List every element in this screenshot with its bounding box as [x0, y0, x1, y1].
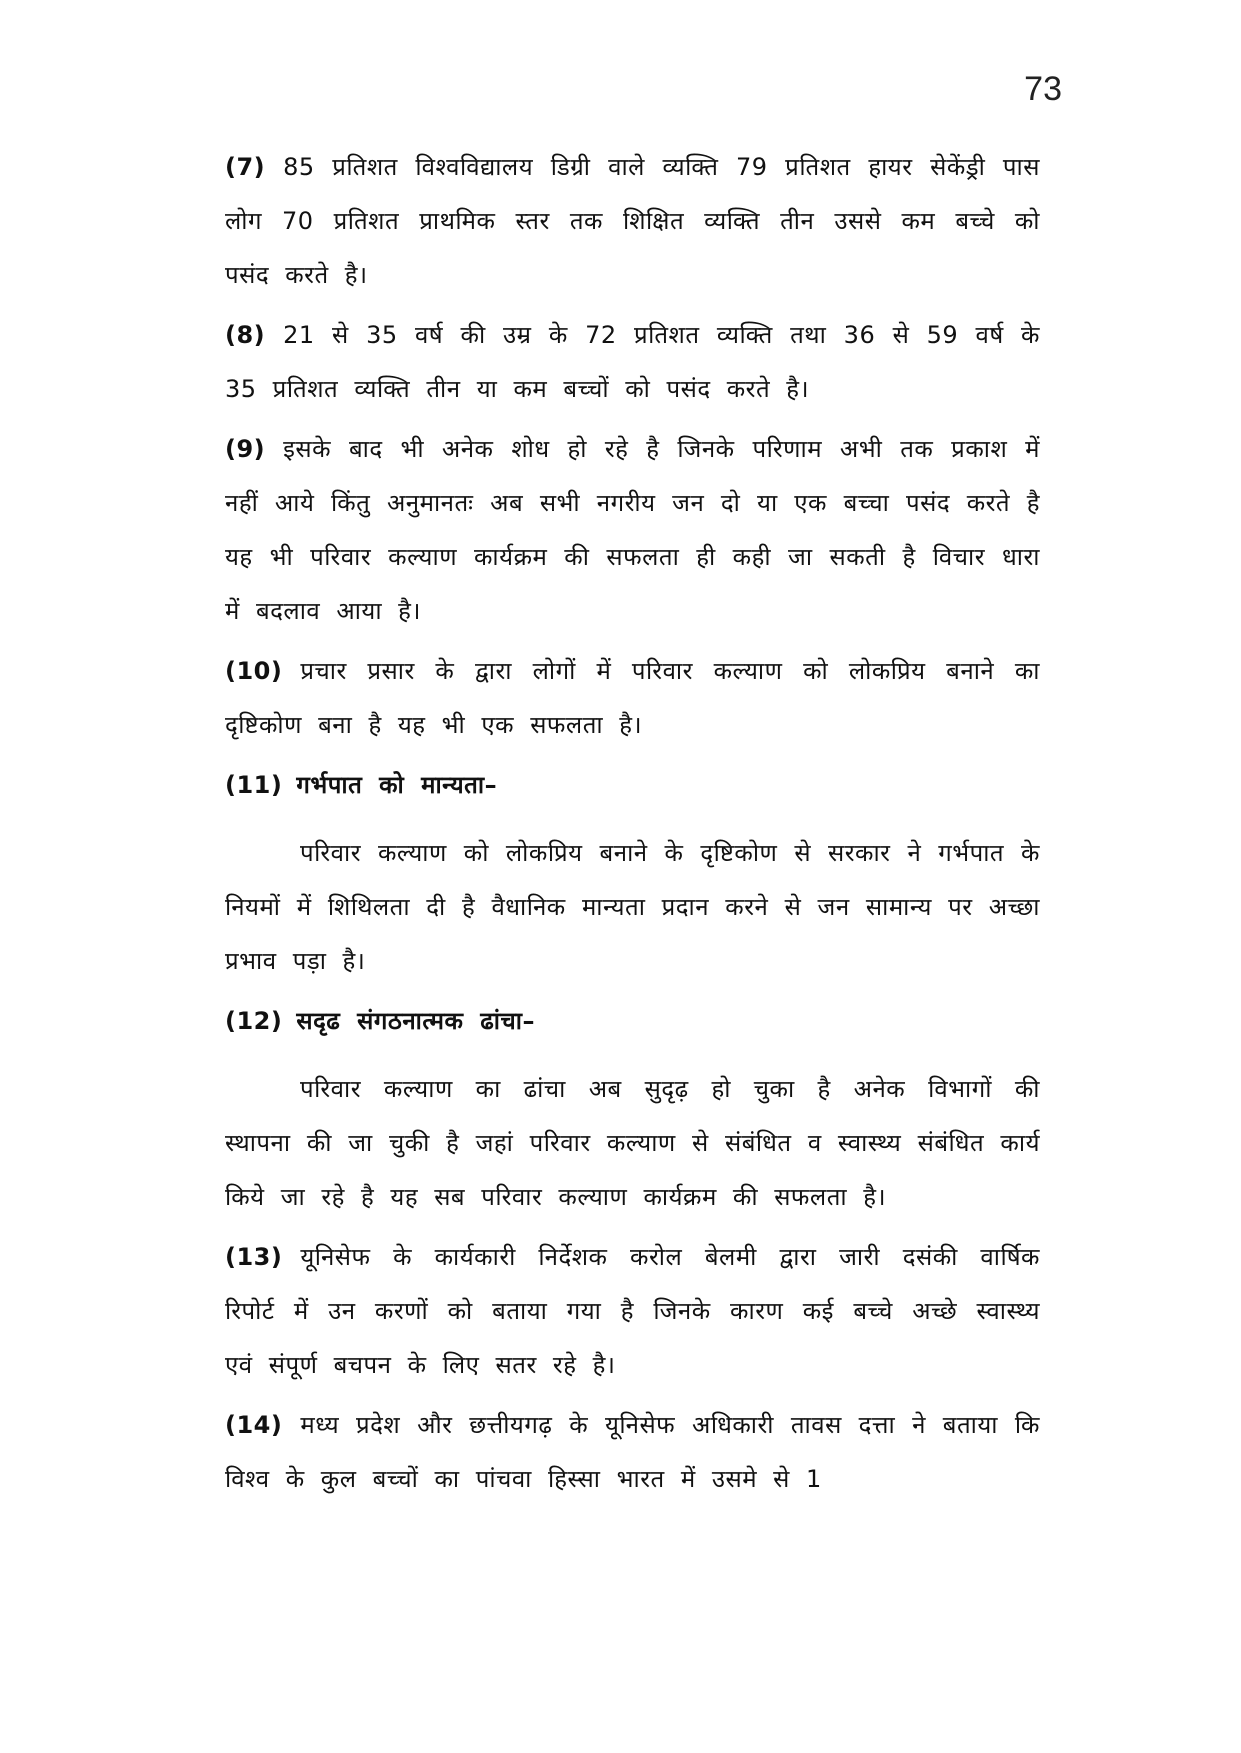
item-number: (7): [225, 153, 266, 181]
item-text: प्रचार प्रसार के द्वारा लोगों में परिवार कल्याण को लोकप्रिय बनाने का दृष्टिकोण बना है यह भी एक सफलता है।: [225, 657, 1040, 739]
list-item: [225, 1398, 1040, 1506]
item-number: (9): [225, 435, 266, 463]
item-number: (13): [225, 1243, 283, 1271]
page-number: 73: [1024, 70, 1062, 108]
list-item: [225, 1230, 1040, 1392]
section-body: परिवार कल्याण को लोकप्रिय बनाने के दृष्टिकोण से सरकार ने गर्भपात के नियमों में शिथिलता दी है वैधानिक मान्यता प्रदान करने से जन सामान्य पर अच्छा प्रभाव पड़ा है।: [225, 839, 1040, 975]
list-item: [225, 308, 1040, 416]
item-text: 85 प्रतिशत विश्वविद्यालय डिग्री वाले व्यक्ति 79 प्रतिशत हायर सेकेंड्री पास लोग 70 प्रतिशत प्राथमिक स्तर तक शिक्षित व्यक्ति तीन उससे कम बच्चे को पसंद करते है।: [225, 153, 1040, 289]
section-title: सदृढ संगठनात्मक ढांचा–: [296, 1007, 535, 1035]
item-text: मध्य प्रदेश और छत्तीयगढ़ के यूनिसेफ अधिकारी तावस दत्ता ने बताया कि विश्व के कुल बच्चों का पांचवा हिस्सा भारत में उसमे से 1: [225, 1411, 1040, 1493]
list-item: [225, 422, 1040, 638]
list-item: [225, 644, 1040, 752]
item-number: (10): [225, 657, 283, 685]
section-heading: [225, 758, 1040, 812]
item-text: 21 से 35 वर्ष की उम्र के 72 प्रतिशत व्यक्ति तथा 36 से 59 वर्ष के 35 प्रतिशत व्यक्ति तीन या कम बच्चों को पसंद करते है।: [225, 321, 1040, 403]
item-number: (14): [225, 1411, 283, 1439]
item-number: (8): [225, 321, 266, 349]
section-heading: [225, 994, 1040, 1048]
section-title: गर्भपात को मान्यता–: [296, 771, 498, 799]
section-number: (11): [225, 771, 283, 799]
section-body: परिवार कल्याण का ढांचा अब सुदृढ़ हो चुका है अनेक विभागों की स्थापना की जा चुकी है जहां परिवार कल्याण से संबंधित व स्वास्थ्य संबंधित कार्य किये जा रहे है यह सब परिवार कल्याण कार्यक्रम की सफलता है।: [225, 1075, 1040, 1211]
section-number: (12): [225, 1007, 283, 1035]
item-text: इसके बाद भी अनेक शोध हो रहे है जिनके परिणाम अभी तक प्रकाश में नहीं आये किंतु अनुमानतः अब सभी नगरीय जन दो या एक बच्चा पसंद करते है यह भी परिवार कल्याण कार्यक्रम की सफलता ही कही जा सकती है विचार धारा में बदलाव आया है।: [225, 435, 1040, 625]
list-item: [225, 140, 1040, 302]
item-text: यूनिसेफ के कार्यकारी निर्देशक करोल बेलमी द्वारा जारी दसंकी वार्षिक रिपोर्ट में उन करणों को बताया गया है जिनके कारण कई बच्चे अच्छे स्वास्थ्य एवं संपूर्ण बचपन के लिए सतर रहे है।: [225, 1243, 1040, 1379]
page-content: [225, 140, 1040, 1512]
